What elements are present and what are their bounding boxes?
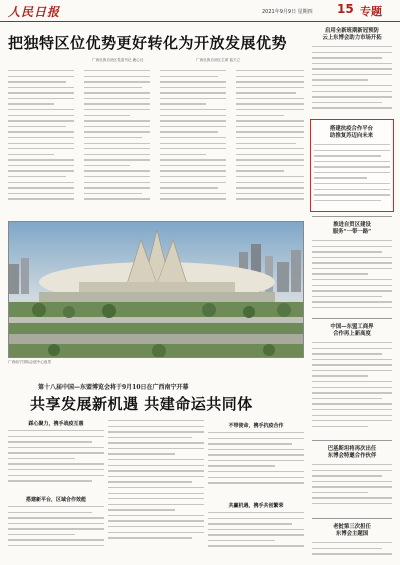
sidebar-body-3 — [312, 240, 392, 314]
photo-caption: 广西南宁国际会展中心夜景 — [8, 360, 52, 364]
feature-subhead-1: 踩心聚力，携手战疫互惠 — [28, 421, 84, 427]
sidebar-title-2: 搭建抗疫合作平台 助推复苏迈向未来 — [329, 126, 374, 139]
feature-body-col-1b — [8, 506, 104, 558]
lead-body-col-4 — [236, 70, 304, 218]
lead-byline-left: 广西壮族自治区党委书记 鹿心社 — [92, 58, 144, 62]
masthead — [0, 0, 400, 22]
main-column — [8, 26, 304, 561]
lead-byline-right: 广西壮族自治区主席 蓝天立 — [196, 58, 241, 62]
feature-kicker: 第十八届中国—东盟博览会将于9月10日在广西南宁开幕 — [38, 384, 189, 391]
sidebar — [310, 26, 394, 561]
feature-body-col-1a — [8, 430, 104, 492]
sidebar-body-6 — [312, 542, 392, 560]
page-number: 15 — [337, 2, 354, 16]
section-label: 专题 — [360, 5, 382, 18]
sidebar-body-1 — [312, 46, 392, 114]
sidebar-divider — [312, 518, 392, 519]
dateline: 2021年9月9日 星期四 — [262, 9, 313, 15]
sidebar-divider — [312, 216, 392, 217]
feature-body-col-3a — [208, 432, 304, 498]
exhibition-center-photo — [8, 221, 304, 358]
sidebar-title-1: 启用全新班期新冠预防 云上东博会助力市场开拓 — [322, 28, 382, 41]
feature-headline: 共享发展新机遇 共建命运共同体 — [30, 395, 253, 413]
lead-headline: 把独特区位优势更好转化为开放发展优势 — [8, 34, 288, 52]
feature-subhead-4: 共赢机遇，携手共创繁荣 — [228, 503, 284, 509]
feature-subhead-5: 不带使命，携手抗疫合作 — [228, 423, 284, 429]
sidebar-body-5 — [312, 464, 392, 514]
newspaper-logo: 人民日报 — [8, 5, 61, 19]
feature-body-col-2 — [108, 420, 204, 558]
highlighted-article-box — [310, 119, 394, 212]
sidebar-title-4: 中国—东盟工商界 合作再上新高度 — [330, 324, 374, 337]
sidebar-title-3: 推进自贸区建设 服务“一带一路” — [332, 222, 372, 235]
lead-body-col-2 — [84, 70, 150, 218]
lead-body-col-3 — [160, 70, 226, 218]
sidebar-title-5: 巴基斯坦将再次出任 东博会特邀合作伙伴 — [327, 446, 377, 459]
sidebar-title-6: 老挝第三次担任 东博会主题国 — [333, 524, 371, 537]
feature-subhead-2: 搭建新平台，区域合作效能 — [25, 497, 86, 503]
sidebar-body-4 — [312, 342, 392, 434]
lead-body-col-1 — [8, 70, 74, 218]
sidebar-divider — [312, 318, 392, 319]
sidebar-divider — [312, 440, 392, 441]
sidebar-body-2 — [314, 144, 390, 210]
feature-body-col-3b — [208, 512, 304, 558]
